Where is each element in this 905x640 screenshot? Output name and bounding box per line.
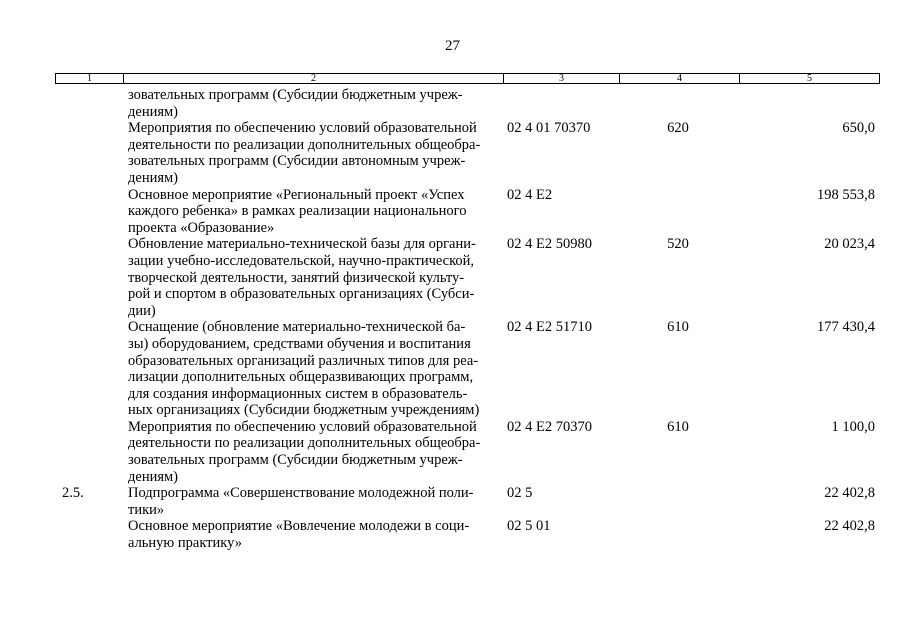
table-row — [55, 319, 880, 419]
table-row — [55, 187, 880, 237]
row-budget-code: 02 4 01 70370 — [507, 120, 591, 137]
row-description: Подпрограмма «Совершенствование молодежной поли- тики» — [128, 485, 474, 518]
table-row — [55, 236, 880, 319]
row-description: зовательных программ (Субсидии бюджетным учреж- дениям) — [128, 87, 463, 120]
row-description: Обновление материально-технической базы для органи- зации учебно-исследовательской, научно-практической, творческой деятельности, занятий физической культу- рой и спортом в образовательных организациях (Субси- дии) — [128, 236, 476, 319]
row-description: Оснащение (обновление материально-технической ба- зы) оборудованием, средствами обучения и воспитания образовательных организаций различных типов для реа- лизации дополнительных общеразвивающих программ, для создания информационных систем в образователь- ных организациях (Субсидии бюджетным учреждениям) — [128, 319, 480, 419]
table-row — [55, 87, 880, 120]
row-budget-code: 02 4 E2 51710 — [507, 319, 592, 336]
row-budget-code: 02 5 — [507, 485, 533, 502]
row-description: Основное мероприятие «Региональный проект «Успех каждого ребенка» в рамках реализации национального проекта «Образование» — [128, 186, 467, 236]
column-header-2: 2 — [124, 74, 504, 83]
page-number: 27 — [445, 38, 460, 54]
row-expense-type: 610 — [667, 319, 689, 336]
row-expense-type: 610 — [667, 418, 689, 435]
row-budget-code: 02 4 E2 50980 — [507, 236, 592, 253]
row-amount: 22 402,8 — [824, 485, 875, 502]
table-row — [55, 419, 880, 485]
row-number: 2.5. — [62, 485, 84, 502]
table-body — [55, 87, 880, 552]
column-header-3: 3 — [504, 74, 620, 83]
row-amount: 20 023,4 — [824, 236, 875, 253]
table-row — [55, 120, 880, 186]
table-row — [55, 518, 880, 551]
table-row — [55, 485, 880, 518]
row-budget-code: 02 4 E2 70370 — [507, 418, 592, 435]
row-description: Основное мероприятие «Вовлечение молодежи в соци- альную практику» — [128, 518, 470, 552]
row-amount: 1 100,0 — [831, 418, 875, 435]
row-amount: 650,0 — [842, 120, 875, 137]
table-header-row — [55, 73, 880, 84]
row-expense-type: 520 — [667, 236, 689, 253]
row-amount: 22 402,8 — [824, 518, 875, 535]
row-budget-code: 02 5 01 — [507, 518, 551, 535]
row-budget-code: 02 4 E2 — [507, 186, 553, 203]
column-header-4: 4 — [620, 74, 740, 83]
row-description: Мероприятия по обеспечению условий образовательной деятельности по реализации дополнительных общеобра- зовательных программ (Субсидии бюджетным учреж- дениям) — [128, 418, 481, 485]
column-header-5: 5 — [807, 73, 812, 84]
row-description: Мероприятия по обеспечению условий образовательной деятельности по реализации дополнительных общеобра- зовательных программ (Субсидии автономным учреж- дениям) — [128, 120, 481, 186]
row-amount: 177 430,4 — [817, 319, 875, 336]
row-amount: 198 553,8 — [817, 186, 875, 203]
column-header-1: 1 — [56, 74, 124, 83]
row-expense-type: 620 — [667, 120, 689, 137]
